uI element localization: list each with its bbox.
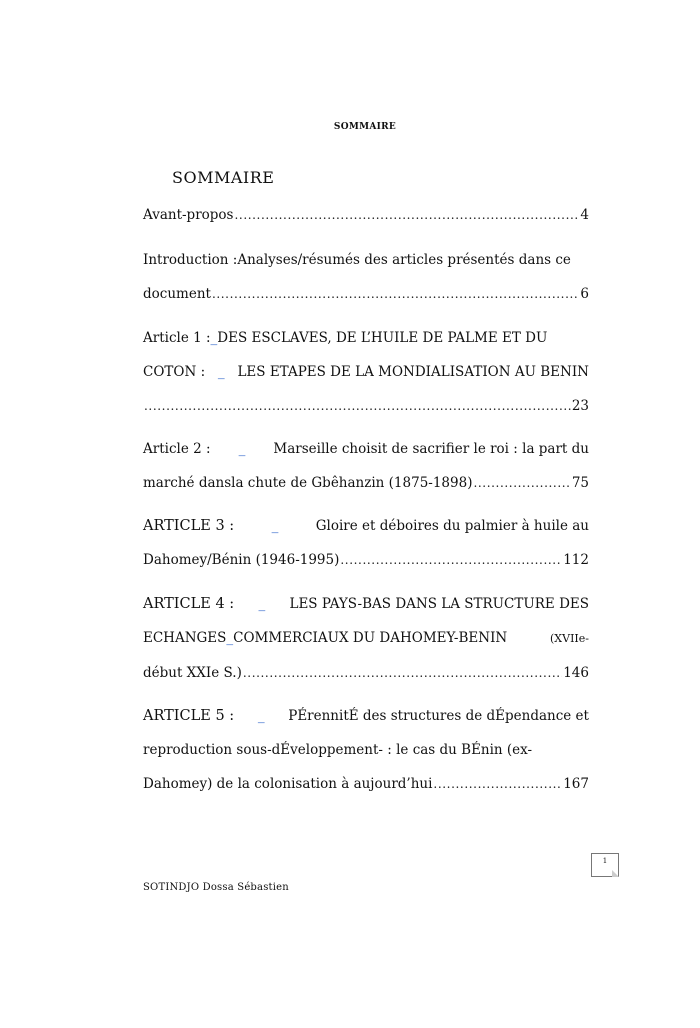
toc-heading: SOMMAIRE — [172, 168, 275, 187]
toc-entry-title-cont: LES ETAPES DE LA MONDIALISATION AU BENIN — [237, 364, 589, 380]
toc-entry-article-4[interactable] — [143, 587, 589, 690]
toc-entry-title-cont: (XVIIe- — [550, 632, 589, 645]
toc-page-number: 6 — [580, 286, 589, 302]
dot-leader — [473, 466, 570, 500]
toc-entry-label: Article 2 : — [143, 441, 211, 457]
toc-entry-title: LES PAYS-BAS DANS LA STRUCTURE DES — [289, 596, 589, 612]
link-marker: _ — [217, 364, 225, 380]
toc-entry-title-cont: Dahomey) de la colonisation à aujourd’hui — [143, 776, 433, 792]
toc-entry-label: Article 1 : — [143, 330, 211, 346]
toc-entry-title: PÉrennitÉ des structures de dÉpendance et — [288, 708, 589, 724]
page-number: 1 — [602, 857, 608, 865]
toc-page-number: 146 — [563, 665, 589, 681]
toc-entry-introduction[interactable] — [143, 243, 589, 311]
dot-leader — [340, 543, 562, 577]
toc-entry-label: ARTICLE 4 : — [143, 596, 235, 612]
dot-leader — [243, 656, 562, 690]
toc-entry-title-cont: document — [143, 286, 211, 302]
toc-entry-avant-propos[interactable] — [143, 198, 589, 232]
page-footer-author: SOTINDJO Dossa Sébastien — [143, 882, 289, 893]
toc-entry-article-5[interactable] — [143, 699, 589, 801]
toc-entry-title: Avant-propos — [143, 207, 234, 223]
toc-entry-label: ARTICLE 5 : — [143, 708, 235, 724]
toc-entry-title: DES ESCLAVES, DE L’HUILE DE PALME ET DU — [217, 330, 548, 346]
link-marker: _ — [238, 441, 246, 457]
toc-entry-title-cont: ECHANGES — [143, 630, 227, 646]
toc-page-number: 112 — [563, 552, 589, 568]
toc-entry-title: Marseille choisit de sacrifier le roi : la part du — [273, 441, 589, 457]
link-marker: _ — [257, 708, 265, 724]
link-marker: _ — [258, 596, 266, 612]
toc-entry-title-cont: Dahomey/Bénin (1946-1995) — [143, 552, 340, 568]
page-header: SOMMAIRE — [333, 122, 397, 132]
dot-leader — [433, 767, 562, 801]
page-number-badge — [591, 853, 619, 877]
toc-page-number: 4 — [580, 207, 589, 223]
link-marker: _ — [226, 630, 234, 646]
toc-entry-article-1[interactable] — [143, 321, 589, 423]
dot-leader — [234, 198, 579, 232]
toc-entry-label: ARTICLE 3 : — [143, 518, 235, 534]
dot-leader — [144, 389, 571, 423]
toc-entry-title-cont: reproduction sous-dÉveloppement- : le cas du BÉnin (ex- — [143, 742, 533, 758]
toc-entry-title-cont: marché dansla chute de Gbêhanzin (1875-1898) — [143, 475, 473, 491]
toc-entry-article-2[interactable] — [143, 432, 589, 500]
link-marker: _ — [271, 518, 279, 534]
dot-leader — [212, 277, 579, 311]
toc-page-number: 23 — [571, 398, 589, 414]
toc-page-number: 75 — [571, 475, 589, 491]
toc-entry-title-cont: COMMERCIAUX DU DAHOMEY-BENIN — [233, 630, 508, 646]
toc-entry-title-cont: début XXIe S.) — [143, 665, 242, 681]
toc-entry-title-cont: COTON : — [143, 364, 206, 380]
toc-entry-article-3[interactable] — [143, 509, 589, 577]
toc-entry-title: Gloire et déboires du palmier à huile au — [315, 518, 589, 534]
link-marker: _ — [210, 330, 218, 346]
page-fold-icon — [612, 870, 619, 877]
toc-entry-title: Introduction :Analyses/résumés des articles présentés dans ce — [143, 252, 571, 268]
toc-page-number: 167 — [563, 776, 589, 792]
